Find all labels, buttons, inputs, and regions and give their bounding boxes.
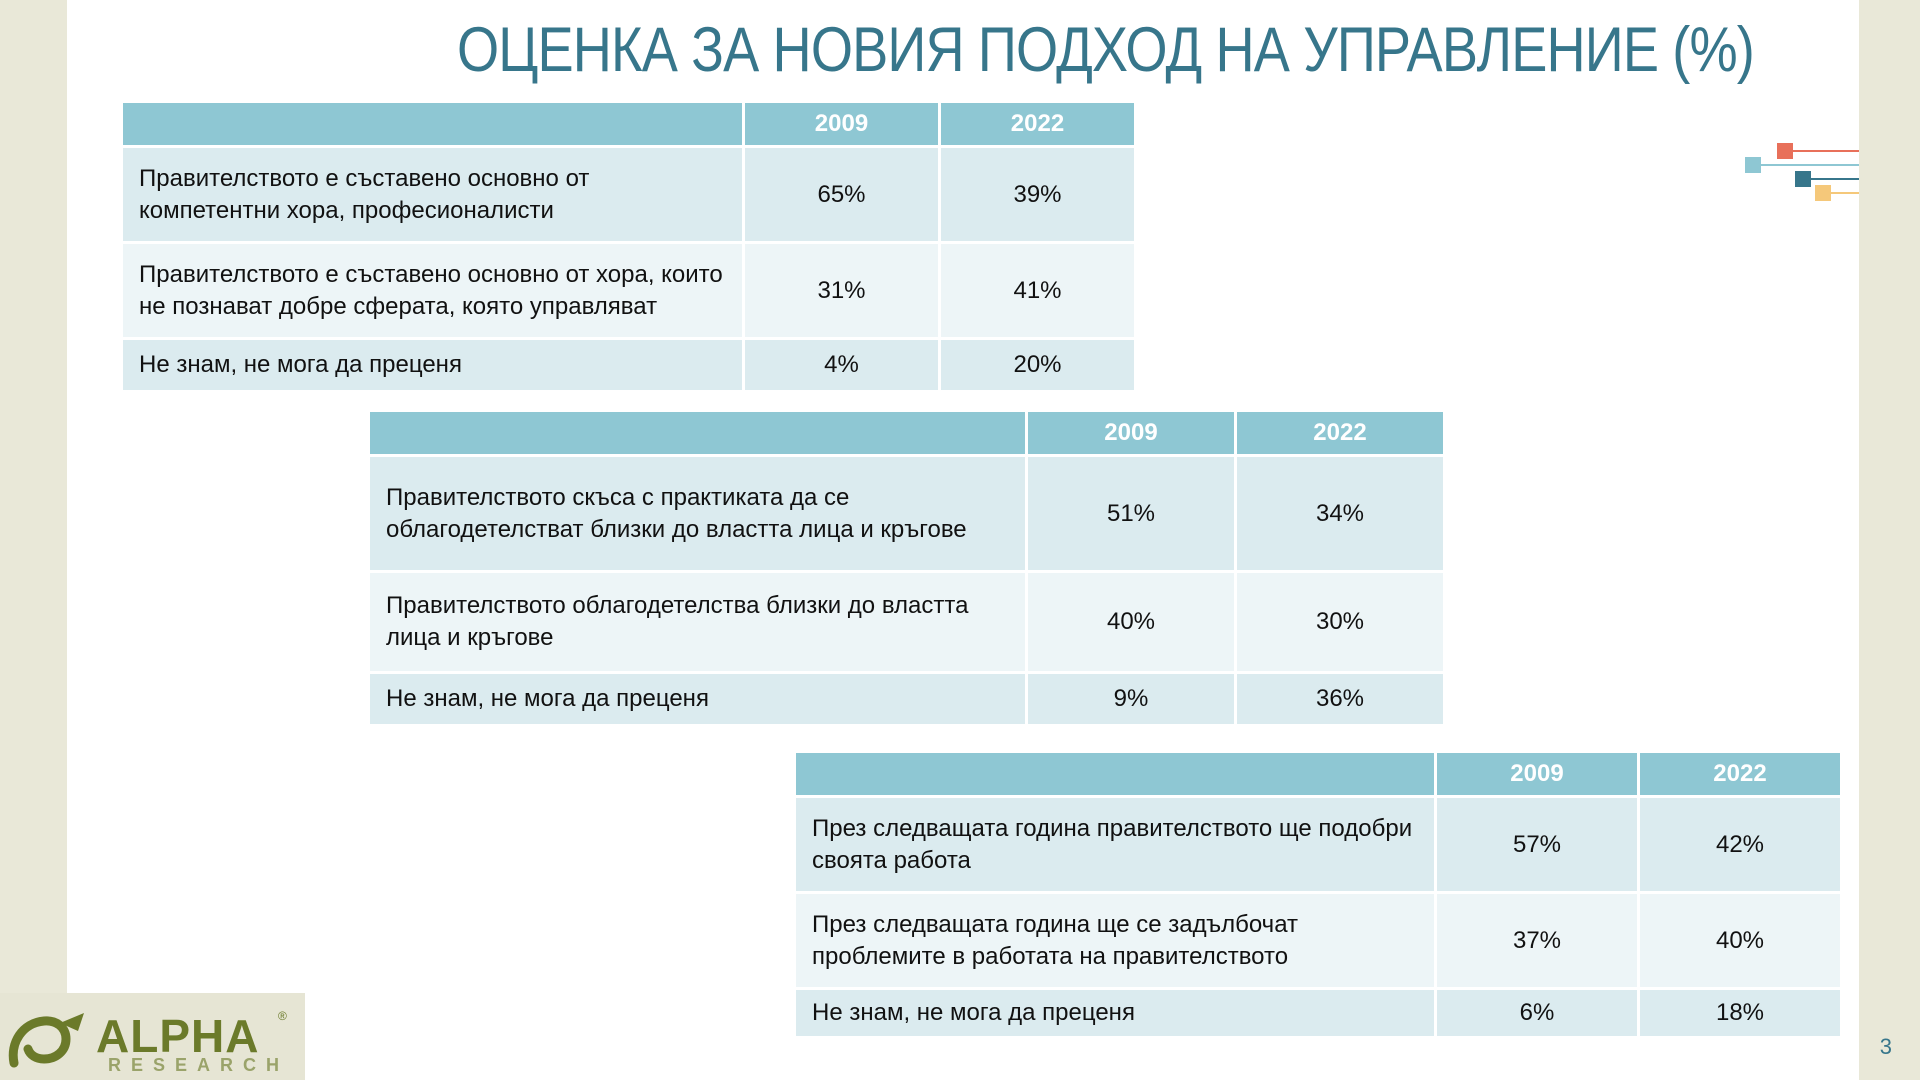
logo-registered-mark: ® (278, 1009, 287, 1023)
table-header-blank (796, 753, 1434, 795)
value-2022: 30% (1237, 573, 1443, 671)
table-row (370, 457, 1443, 570)
value-2022: 41% (941, 244, 1134, 337)
value-2022: 36% (1237, 674, 1443, 724)
value-2022: 34% (1237, 457, 1443, 570)
table-header-blank (123, 103, 742, 145)
table-row (370, 674, 1443, 724)
table-row (370, 573, 1443, 671)
row-label: Правителството е съставено основно от хора, които не познават добре сферата, която управляват (123, 244, 742, 337)
row-label: Правителството скъса с практиката да се облагодетелстват близки до властта лица и кръгове (370, 457, 1025, 570)
value-2009: 40% (1028, 573, 1234, 671)
table-header-2009: 2009 (1437, 753, 1637, 795)
table-competence (120, 100, 1137, 393)
value-2022: 40% (1640, 894, 1840, 987)
table-row (796, 990, 1840, 1036)
table-header-2009: 2009 (1028, 412, 1234, 454)
row-label: През следващата година ще се задълбочат проблемите в работата на правителството (796, 894, 1434, 987)
value-2022: 18% (1640, 990, 1840, 1036)
table-header-2022: 2022 (1237, 412, 1443, 454)
row-label: През следващата година правителството ще подобри своята работа (796, 798, 1434, 891)
value-2009: 51% (1028, 457, 1234, 570)
row-label: Не знам, не мога да преценя (796, 990, 1434, 1036)
value-2009: 31% (745, 244, 938, 337)
table-row (796, 798, 1840, 891)
table-outlook (793, 750, 1843, 1039)
alpha-research-logo (0, 993, 305, 1080)
value-2009: 9% (1028, 674, 1234, 724)
row-label: Не знам, не мога да преценя (370, 674, 1025, 724)
table-header-row (796, 753, 1840, 795)
table-header-2009: 2009 (745, 103, 938, 145)
row-label: Правителството е съставено основно от компетентни хора, професионалисти (123, 148, 742, 241)
table-favoritism (367, 409, 1446, 727)
value-2022: 39% (941, 148, 1134, 241)
table-row (123, 148, 1134, 241)
value-2022: 20% (941, 340, 1134, 390)
value-2009: 4% (745, 340, 938, 390)
table-header-row (370, 412, 1443, 454)
page-number: 3 (1879, 1034, 1892, 1059)
row-label: Не знам, не мога да преценя (123, 340, 742, 390)
decorative-connector-graphic (1745, 140, 1859, 204)
table-row (796, 894, 1840, 987)
logo-subtitle: RESEARCH (108, 1055, 290, 1075)
slide (67, 0, 1859, 1080)
table-header-2022: 2022 (1640, 753, 1840, 795)
table-header-row (123, 103, 1134, 145)
table-row (123, 244, 1134, 337)
logo-name: ALPHA (96, 1010, 260, 1062)
slide-title: ОЦЕНКА ЗА НОВИЯ ПОДХОД НА УПРАВЛЕНИЕ (%) (457, 15, 1754, 85)
value-2009: 57% (1437, 798, 1637, 891)
table-row (123, 340, 1134, 390)
value-2009: 37% (1437, 894, 1637, 987)
value-2009: 65% (745, 148, 938, 241)
row-label: Правителството облагодетелства близки до властта лица и кръгове (370, 573, 1025, 671)
value-2022: 42% (1640, 798, 1840, 891)
table-header-blank (370, 412, 1025, 454)
table-header-2022: 2022 (941, 103, 1134, 145)
value-2009: 6% (1437, 990, 1637, 1036)
